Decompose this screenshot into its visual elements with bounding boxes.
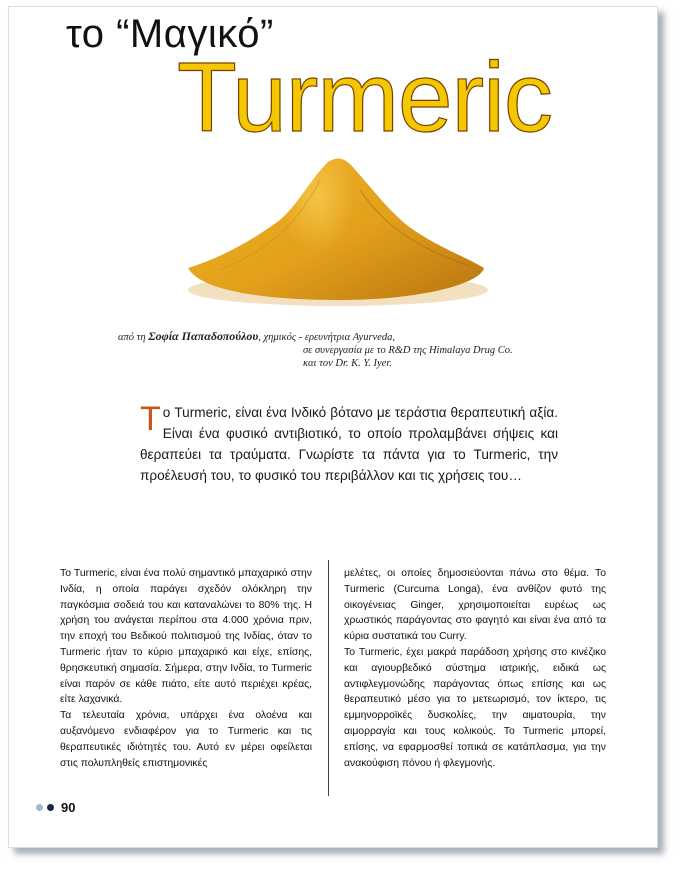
byline-role: , χημικός - ερευνήτρια Ayurveda, — [258, 332, 395, 343]
pretitle: το “Μαγικό” — [66, 12, 274, 56]
page-title: Turmeric — [177, 42, 552, 152]
body-column-right — [344, 566, 606, 771]
column-divider — [328, 560, 329, 796]
page-footer — [36, 800, 75, 815]
intro-text: ο Turmeric, είναι ένα Ινδικό βότανο με τεράστια θεραπευτική αξία. Είναι ένα φυσικό αντιβιοτικό, το οποίο προλαμβάνει σήψεις και θεραπεύει τα τραύματα. Γνωρίστε τα πάντα για το Turmeric, την προέλευσή του, το φυσικό του περιβάλλον και τις χρήσεις του… — [140, 405, 558, 483]
body-paragraph: μελέτες, οι οποίες δημοσιεύονται πάνω στο θέμα. Το Turmeric (Curcuma Longa), ένα ανθίζον φυτό της οικογένειας Ginger, χρησιμοποιείται ευρέως ως χρωστικός παράγοντας στο φαγητό και είναι ένα από τα κύρια συστατικά του Curry. — [344, 568, 606, 643]
drop-cap: Τ — [140, 400, 161, 438]
body-column-left — [60, 566, 312, 771]
page-dot-light — [36, 804, 43, 811]
byline — [118, 330, 588, 370]
byline-prefix: από τη — [118, 332, 146, 343]
turmeric-powder-image — [180, 150, 490, 310]
author-name: Σοφία Παπαδοπούλου — [148, 329, 259, 343]
byline-line2: σε συνεργασία με το R&D της Himalaya Drug Co. — [303, 345, 513, 356]
body-paragraph: Το Turmeric, έχει μακρά παράδοση χρήσης στο κινέζικο και αγιουρβεδικό σύστημα ιατρικής, ειδικά ως αντιφλεγμονώδης παράγοντας όπως επίσης και ως θεραπευτικό μέσο για το μετεωρισμό, τον ίκτερο, τις εμμηνορροϊκές δυσκολίες, την αιματουρία, την αιμορραγία και τους κολικούς. Το Turmeric μπορεί, επίσης, να εφαρμοσθεί τοπικά σε κατάπλασμα, για την ανακούφιση πόνου ή φλεγμονής. — [344, 646, 606, 769]
body-paragraph: Το Turmeric, είναι ένα πολύ σημαντικό μπαχαρικό στην Ινδία, η οποία παράγει σχεδόν ολόκληρη την παγκόσμια σοδειά του και καταναλώνει το 80% της. Η χρήση του ανάγεται περίπου στα 4.000 χρόνια πριν, την εποχή του Βεδικού πολιτισμού της Ινδίας, όταν το Turmeric ήταν το κύριο μπαχαρικό και είχε, επίσης, θρησκευτική σημασία. Σήμερα, στην Ινδία, το Turmeric είναι παρόν σε κάθε πιάτο, είτε αυτό περιέχει κρέας, είτε λαχανικά. — [60, 568, 312, 706]
byline-line3: και τον Dr. K. Y. Iyer. — [303, 358, 392, 369]
body-paragraph: Τα τελευταία χρόνια, υπάρχει ένα ολοένα και αυξανόμενο ενδιαφέρον για το Turmeric και τις θεραπευτικές ιδιότητές του. Αυτό εν μέρει οφείλεται στις πολυπληθείς επιστημονικές — [60, 710, 312, 769]
intro-paragraph — [140, 402, 558, 486]
page-number: 90 — [61, 800, 76, 815]
page-dot-dark — [47, 804, 54, 811]
